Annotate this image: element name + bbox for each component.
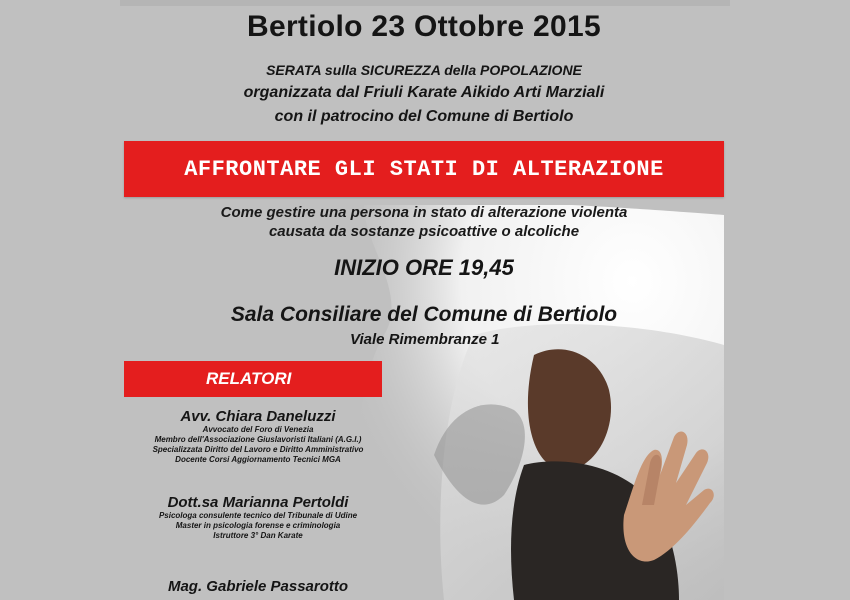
- speaker-2: [124, 494, 392, 541]
- speaker-3: [124, 578, 392, 595]
- description-line-2: causata da sostanze psicoattive o alcoliche: [268, 223, 580, 240]
- poster: [124, 0, 724, 600]
- speaker-detail: Docente Corsi Aggiornamento Tecnici MGA: [175, 455, 341, 464]
- speaker-detail: Avvocato del Foro di Venezia: [202, 425, 314, 434]
- speakers-header-text: RELATORI: [206, 369, 292, 388]
- speaker-name: Avv. Chiara Daneluzzi: [180, 408, 336, 425]
- speaker-name: Dott.sa Marianna Pertoldi: [167, 494, 349, 511]
- topic-banner-text: AFFRONTARE GLI STATI DI ALTERAZIONE: [184, 156, 664, 182]
- speaker-1: [124, 408, 392, 465]
- speaker-detail: Membro dell'Associazione Giuslavoristi Italiani (A.G.I.): [154, 435, 362, 444]
- start-time: INIZIO ORE 19,45: [334, 255, 514, 280]
- subtitle-line-3: con il patrocino del Comune di Bertiolo: [274, 108, 574, 125]
- topic-banner: [124, 141, 724, 197]
- event-title: Bertiolo 23 Ottobre 2015: [247, 10, 601, 43]
- speaker-detail: Specializzata Diritto del Lavoro e Diritto Amministrativo: [152, 445, 364, 454]
- speaker-name: Mag. Gabriele Passarotto: [167, 578, 349, 595]
- subtitle-line-2: organizzata dal Friuli Karate Aikido Arti Marziali: [243, 84, 605, 101]
- address: Viale Rimembranze 1: [350, 331, 500, 348]
- speaker-detail: Istruttore 3° Dan Karate: [213, 531, 303, 540]
- venue: Sala Consiliare del Comune di Bertiolo: [230, 303, 618, 326]
- speaker-detail: Psicologa consulente tecnico del Tribunale di Udine: [158, 511, 358, 520]
- speakers-header: [124, 361, 382, 397]
- subtitle-line-1: SERATA sulla SICUREZZA della POPOLAZIONE: [266, 62, 582, 78]
- description-line-1: Come gestire una persona in stato di alterazione violenta: [220, 204, 628, 221]
- speaker-detail: Master in psicologia forense e criminologia: [175, 521, 341, 530]
